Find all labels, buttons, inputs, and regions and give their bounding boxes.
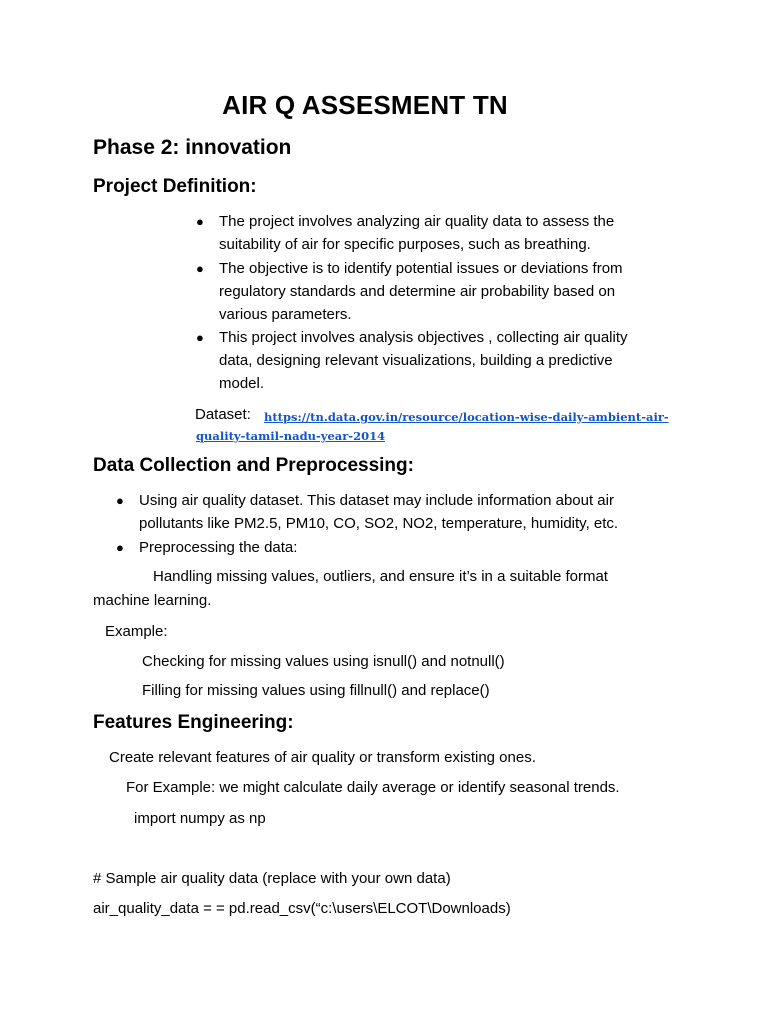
bullet-icon: ●: [196, 214, 204, 229]
features-line-2: For Example: we might calculate daily average or identify seasonal trends.: [126, 779, 620, 796]
pd-bullet-1-line-2: suitability of air for specific purposes, such as breathing.: [219, 236, 591, 253]
phase-heading: Phase 2: innovation: [93, 136, 292, 159]
features-code-import: import numpy as np: [134, 810, 266, 827]
bullet-icon: ●: [116, 493, 124, 508]
page-title: AIR Q ASSESMENT TN: [222, 90, 508, 120]
pd-bullet-3-line-1: This project involves analysis objectives , collecting air quality: [219, 329, 628, 346]
example-label: Example:: [105, 623, 168, 640]
pd-bullet-1-line-1: The project involves analyzing air quality data to assess the: [219, 213, 615, 230]
pd-bullet-3-line-2: data, designing relevant visualizations, building a predictive: [219, 352, 613, 369]
pd-bullet-2-line-1: The objective is to identify potential issues or deviations from: [219, 260, 623, 277]
dc-bullet-1-line-2: pollutants like PM2.5, PM10, CO, SO2, NO2, temperature, humidity, etc.: [139, 515, 619, 532]
bullet-icon: ●: [196, 330, 204, 345]
dataset-label: Dataset:: [195, 406, 251, 423]
handling-text-line-2: machine learning.: [93, 592, 212, 609]
dataset-link-continued[interactable]: quality-tamil-nadu-year-2014: [196, 429, 386, 443]
code-comment: # Sample air quality data (replace with your own data): [93, 870, 451, 887]
data-collection-heading: Data Collection and Preprocessing:: [93, 455, 414, 476]
bullet-icon: ●: [196, 261, 204, 276]
handling-text-line-1: Handling missing values, outliers, and ensure it’s in a suitable format: [153, 568, 608, 585]
bullet-icon: ●: [116, 540, 124, 555]
dataset-link[interactable]: https://tn.data.gov.in/resource/location-wise-daily-ambient-air-: [264, 410, 669, 424]
dc-bullet-1-line-1: Using air quality dataset. This dataset may include information about air: [139, 492, 614, 509]
pd-bullet-2-line-3: various parameters.: [219, 306, 352, 323]
features-heading: Features Engineering:: [93, 712, 294, 733]
example-line-1: Checking for missing values using isnull() and notnull(): [142, 653, 505, 670]
code-statement: air_quality_data = = pd.read_csv(“c:\users\ELCOT\Downloads): [93, 900, 511, 917]
pd-bullet-3-line-3: model.: [219, 375, 265, 392]
pd-bullet-2-line-2: regulatory standards and determine air probability based on: [219, 283, 616, 300]
features-line-1: Create relevant features of air quality or transform existing ones.: [109, 749, 536, 766]
dc-bullet-2-line-1: Preprocessing the data:: [139, 539, 298, 556]
project-definition-heading: Project Definition:: [93, 176, 257, 197]
example-line-2: Filling for missing values using fillnull() and replace(): [142, 682, 490, 699]
